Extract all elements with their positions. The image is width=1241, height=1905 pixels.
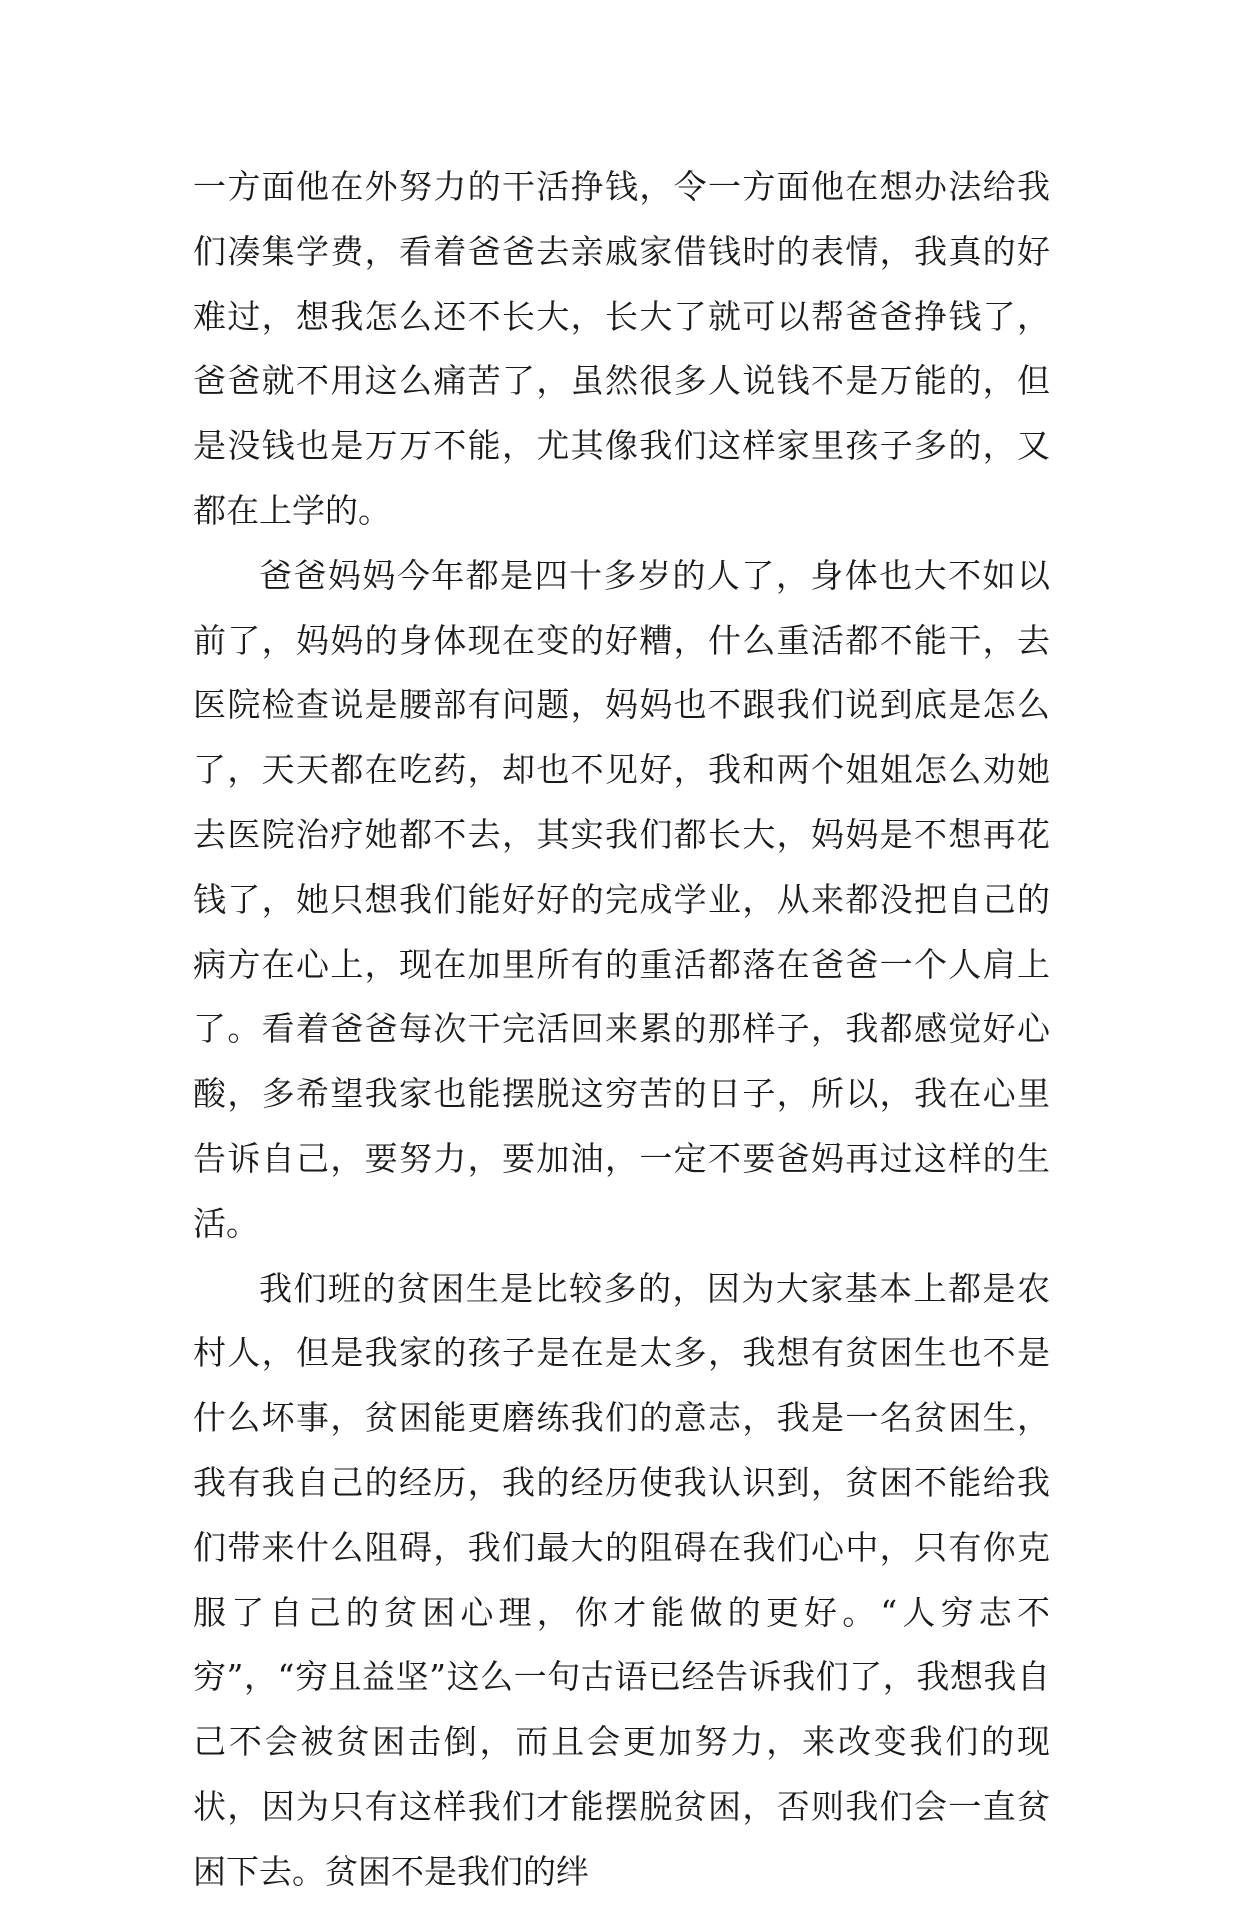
paragraph-1: 一方面他在外努力的干活挣钱，令一方面他在想办法给我们凑集学费，看着爸爸去亲戚家借钱时的表情，我真的好难过，想我怎么还不长大，长大了就可以帮爸爸挣钱了，爸爸就不用这么痛苦了，虽然很多人说钱不是万能的，但是没钱也是万万不能，尤其像我们这样家里孩子多的，又都在上学的。 bbox=[193, 167, 1050, 530]
paragraph-2: 爸爸妈妈今年都是四十多岁的人了，身体也大不如以前了，妈妈的身体现在变的好糟，什么重活都不能干，去医院检查说是腰部有问题，妈妈也不跟我们说到底是怎么了，天天都在吃药，却也不见好，我和两个姐姐怎么劝她去医院治疗她都不去，其实我们都长大，妈妈是不想再花钱了，她只想我们能好好的完成学业，从来都没把自己的病方在心上，现在加里所有的重活都落在爸爸一个人肩上了。看着爸爸每次干完活回来累的那样子，我都感觉好心酸，多希望我家也能摆脱这穷苦的日子，所以，我在心里告诉自己，要努力，要加油，一定不要爸妈再过这样的生活。 bbox=[193, 555, 1050, 1243]
document-body bbox=[193, 155, 1050, 1905]
paragraph-3: 我们班的贫困生是比较多的，因为大家基本上都是农村人，但是我家的孩子是在是太多，我想有贫困生也不是什么坏事，贫困能更磨练我们的意志，我是一名贫困生，我有我自己的经历，我的经历使我认识到，贫困不能给我们带来什么阻碍，我们最大的阻碍在我们心中，只有你克服了自己的贫困心理，你才能做的更好。“人穷志不穷”，“穷且益坚”这么一句古语已经告诉我们了，我想我自己不会被贫困击倒，而且会更加努力，来改变我们的现状，因为只有这样我们才能摆脱贫困，否则我们会一直贫困下去。贫困不是我们的绊 bbox=[193, 1268, 1050, 1891]
